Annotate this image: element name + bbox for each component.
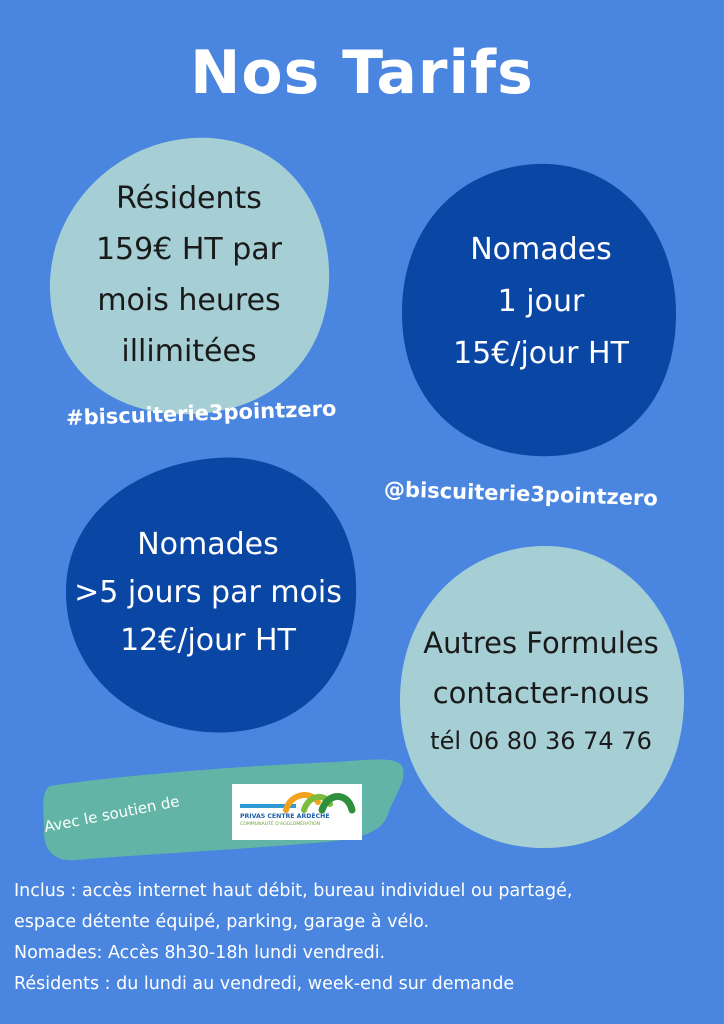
autres-text [394, 616, 688, 766]
page-title: Nos Tarifs [190, 38, 534, 108]
privas-logo-icon [232, 784, 362, 840]
residents-price: 159€ HT par [95, 232, 283, 267]
residents-hours: illimitées [121, 334, 257, 369]
footer-included-cont: espace détente équipé, parking, garage à vélo. [14, 912, 430, 932]
residents-period: mois heures [97, 283, 281, 318]
hashtag-label: #biscuiterie3pointzero [65, 396, 337, 430]
autres-phone: tél 06 80 36 74 76 [430, 727, 652, 755]
footer-included: Inclus : accès internet haut débit, bureau individuel ou partagé, [14, 881, 573, 901]
nomades-day-price: 15€/jour HT [453, 336, 629, 371]
autres-title: Autres Formules [423, 626, 659, 660]
nomades-month-condition: >5 jours par mois [74, 575, 342, 610]
autres-contact: contacter-nous [432, 676, 650, 710]
nomades-day-title: Nomades [470, 232, 612, 267]
handle-label: @biscuiterie3pointzero [383, 477, 659, 511]
nomades-month-title: Nomades [137, 527, 279, 562]
footer-residents-hours: Résidents : du lundi au vendredi, week-end sur demande [14, 974, 515, 994]
residents-text [54, 170, 324, 380]
nomades-day-duration: 1 jour [497, 284, 585, 319]
nomades-month-price: 12€/jour HT [120, 623, 296, 658]
support-label: Avec le soutien de [42, 792, 181, 836]
nomades-month-text [56, 518, 360, 668]
residents-title: Résidents [116, 181, 262, 216]
nomades-day-text [406, 222, 676, 382]
privas-logo-name: PRIVAS CENTRE ARDÈCHE [240, 813, 330, 820]
privas-logo [232, 784, 362, 840]
privas-logo-sub: COMMUNAUTÉ D'AGGLOMÉRATION [240, 822, 321, 827]
footer-info [14, 876, 714, 1000]
footer-nomades-hours: Nomades: Accès 8h30-18h lundi vendredi. [14, 943, 386, 963]
